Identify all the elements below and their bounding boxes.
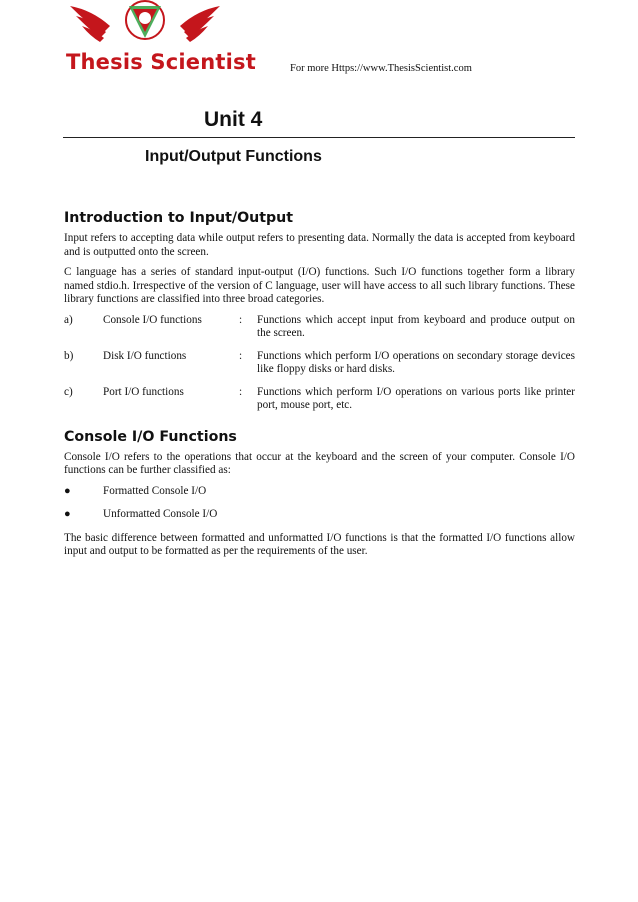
- item-term: Port I/O functions: [103, 385, 184, 398]
- bullet-icon: ●: [64, 484, 71, 497]
- item-marker: b): [64, 349, 74, 362]
- item-marker: a): [64, 313, 73, 326]
- bullet-text: Unformatted Console I/O: [103, 508, 218, 520]
- category-item: [64, 386, 575, 413]
- item-separator: :: [239, 385, 243, 398]
- item-term: Console I/O functions: [103, 313, 202, 326]
- section-heading-console: Console I/O Functions: [64, 428, 237, 445]
- website-link[interactable]: For more Https://www.ThesisScientist.com: [290, 63, 472, 74]
- intro-paragraph-1: Input refers to accepting data while output refers to presenting data. Normally the data is accepted from keyboard and is outputted onto the screen.: [64, 232, 575, 258]
- list-item: [64, 508, 575, 522]
- logo-text: Thesis Scientist: [66, 50, 256, 74]
- document-body: [64, 210, 575, 566]
- item-description: Functions which accept input from keyboard and produce output on the screen.: [257, 313, 575, 339]
- category-item: [64, 314, 575, 341]
- list-item: [64, 485, 575, 499]
- console-paragraph-1: Console I/O refers to the operations that occur at the keyboard and the screen of your computer. Console I/O functions can be further classified as:: [64, 450, 575, 476]
- category-item: [64, 350, 575, 377]
- unit-title: Unit 4: [204, 108, 263, 131]
- thesis-scientist-winged-logo-icon: [62, 0, 232, 52]
- unit-subtitle: Input/Output Functions: [145, 148, 322, 165]
- section-heading-intro: Introduction to Input/Output: [64, 210, 294, 226]
- bullet-text: Formatted Console I/O: [103, 484, 207, 497]
- item-term: Disk I/O functions: [103, 349, 187, 362]
- item-marker: c): [64, 385, 73, 398]
- title-divider: [63, 137, 575, 138]
- item-separator: :: [239, 313, 243, 326]
- item-description: Functions which perform I/O operations on secondary storage devices like floppy disks or hard disks.: [257, 349, 575, 375]
- logo: [62, 0, 256, 80]
- intro-paragraph-2: C language has a series of standard input-output (I/O) functions. Such I/O functions together form a library named stdio.h. Irrespective of the version of C language, user will have access to all such library functions. These library functions are classified into three broad categories.: [64, 266, 575, 305]
- console-paragraph-2: The basic difference between formatted and unformatted I/O functions is that the formatted I/O functions allow input and output to be formatted as per the requirements of the user.: [64, 531, 575, 557]
- item-separator: :: [239, 349, 243, 362]
- bullet-icon: ●: [64, 508, 71, 520]
- item-description: Functions which perform I/O operations on various ports like printer port, mouse port, etc.: [257, 385, 575, 411]
